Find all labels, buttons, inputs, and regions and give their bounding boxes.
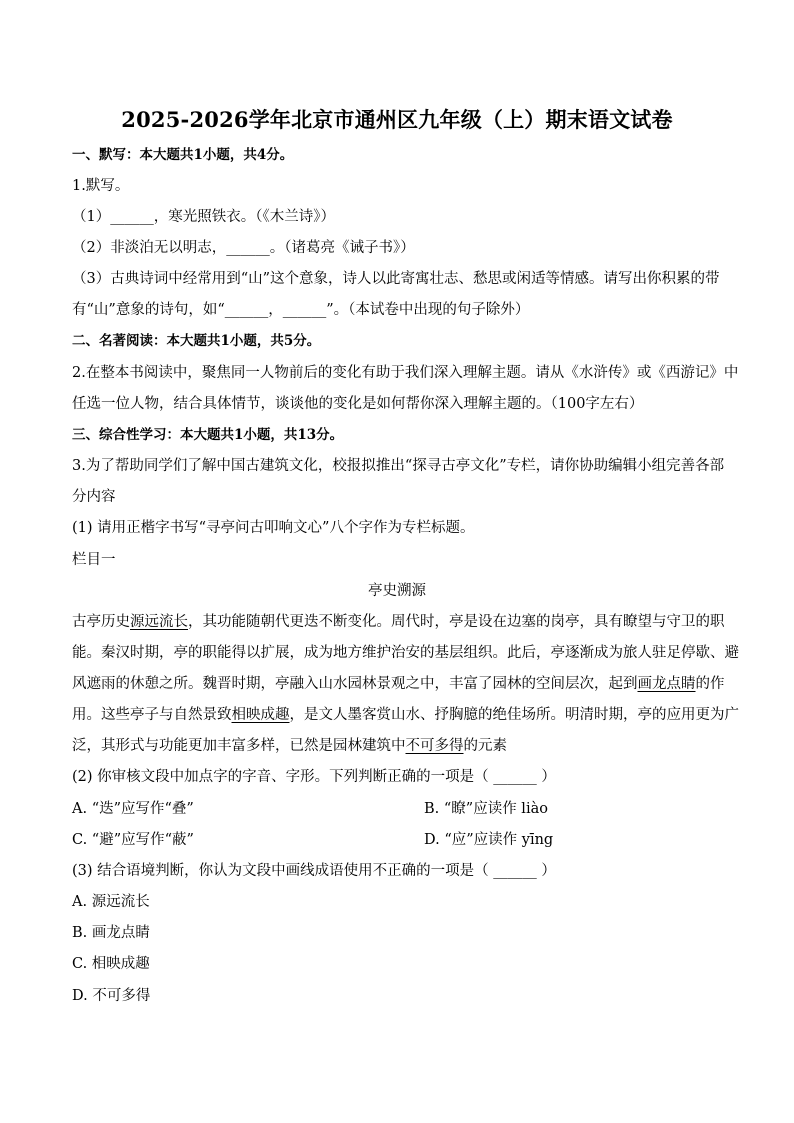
section-heading-2: 二、名著阅读：本大题共1小题，共5分。 (72, 333, 321, 349)
section-heading-3: 三、综合性学习：本大题共1小题，共13分。 (72, 427, 344, 443)
passage-text: 风遮雨的休憩之所。魏晋时期，亭融入山水园林景观之中，丰富了园林的空间层次，起到 (72, 676, 638, 692)
question-1-item-3-line-2: 有“山”意象的诗句，如“______，______”。（本试卷中出现的句子除外） (72, 302, 530, 318)
option-b: B. 画龙点睛 (72, 925, 150, 941)
question-2-line-2: 任选一位人物，结合具体情节，谈谈他的变化是如何帮你深入理解主题的。（100字左右） (72, 396, 644, 412)
passage-line-4 (72, 705, 739, 725)
option-d: D. 不可多得 (72, 988, 151, 1004)
passage-text: ，其功能随朝代更迭不断变化。周代时，亭是设在边塞的岗亭，具有瞭望与守卫的职 (188, 614, 725, 630)
passage-text: 古亭历史 (72, 614, 130, 630)
passage-line-1 (72, 612, 725, 632)
underlined-idiom-1: 源远流长 (130, 614, 188, 630)
column-label: 栏目一 (72, 552, 116, 568)
question-2-line-1: 2.在整本书阅读中，聚焦同一人物前后的变化有助于我们深入理解主题。请从《水浒传》或《西游记》中 (72, 365, 739, 381)
question-3-part-3-stem: (3) 结合语境判断，你认为文段中画线成语使用不正确的一项是（ ______ ） (72, 863, 556, 879)
question-1-item-2: （2）非淡泊无以明志，______。（诸葛亮《诫子书》） (72, 240, 415, 256)
underlined-idiom-4: 不可多得 (405, 738, 464, 754)
passage-text: 用。这些亭子与自然景致 (72, 707, 232, 723)
passage-text: 的元素 (463, 738, 507, 754)
question-3-line-1: 3.为了帮助同学们了解中国古建筑文化，校报拟推出“探寻古亭文化”专栏，请你协助编辑小组完善各部 (72, 458, 725, 474)
passage-heading: 亭史溯源 (368, 583, 426, 599)
question-1-item-3-line-1: （3）古典诗词中经常用到“山”这个意象，诗人以此寄寓壮志、愁思或闲适等情感。请写出你积累的带 (72, 271, 720, 287)
passage-line-5 (72, 736, 507, 756)
option-row-1 (72, 799, 548, 819)
option-a: A. “迭”应写作“叠” (72, 801, 194, 817)
question-3-line-2: 分内容 (72, 489, 116, 505)
passage-text: ，是文人墨客赏山水、抒胸臆的绝佳场所。明清时期，亭的应用更为广 (289, 707, 739, 723)
passage-line-3 (72, 674, 725, 694)
option-a: A. 源远流长 (72, 894, 150, 910)
question-3-part-2-stem: (2) 你审核文段中加点字的字音、字形。下列判断正确的一项是（ ______ ） (72, 769, 556, 785)
question-1-item-1: （1）______，寒光照铁衣。（《木兰诗》） (72, 209, 335, 225)
passage-text: 的作 (695, 676, 725, 692)
underlined-idiom-2: 画龙点睛 (637, 676, 696, 692)
underlined-idiom-3: 相映成趣 (231, 707, 290, 723)
question-1-stem: 1.默写。 (72, 178, 130, 194)
page-title: 2025-2026学年北京市通州区九年级（上）期末语文试卷 (121, 107, 673, 132)
option-row-2 (72, 830, 554, 850)
section-heading-1: 一、默写：本大题共1小题，共4分。 (72, 147, 294, 163)
option-b: B. “瞭”应读作 liào (424, 801, 548, 817)
option-c: C. “避”应写作“蔽” (72, 832, 194, 848)
passage-text: 泛，其形式与功能更加丰富多样，已然是园林建筑中 (72, 738, 406, 754)
passage-line-2: 能。秦汉时期，亭的职能得以扩展，成为地方维护治安的基层组织。此后，亭逐渐成为旅人驻足停歇、避 (72, 645, 739, 661)
option-d: D. “应”应读作 yīng (424, 832, 554, 848)
option-c: C. 相映成趣 (72, 956, 150, 972)
question-3-part-1: (1) 请用正楷字书写“寻亭问古叩响文心”八个字作为专栏标题。 (72, 520, 475, 536)
